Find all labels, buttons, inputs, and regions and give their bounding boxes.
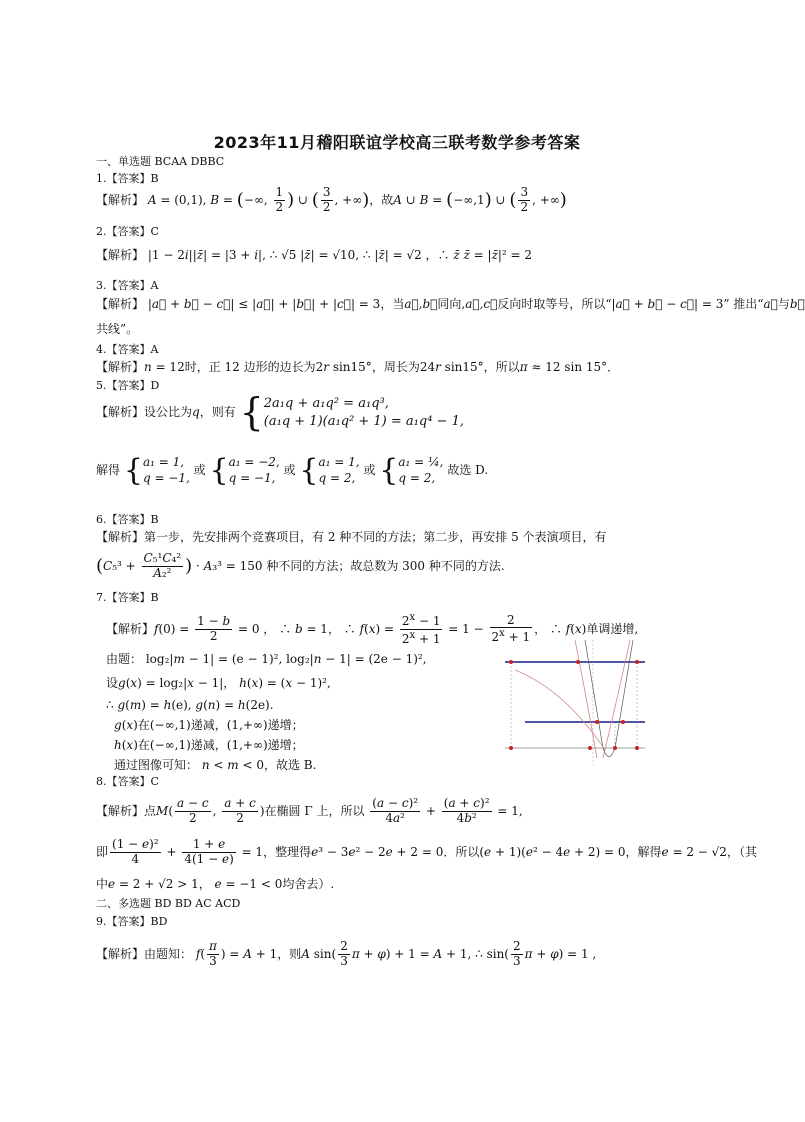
q5-solution: 【解析】设公比为q，则有 {2a₁q + a₁q² = a₁q³, (a₁q + 1)(a₁q² + 1) = a₁q⁴ − 1, bbox=[96, 390, 464, 435]
graph-point bbox=[621, 720, 625, 724]
graph-point bbox=[588, 746, 592, 750]
q7-solution-line4: ∴ g(m) = h(e), g(n) = h(2e). bbox=[106, 698, 274, 712]
graph-point bbox=[635, 660, 639, 664]
section1-header: 一、单选题 BCAA DBBC bbox=[96, 155, 225, 168]
section2-header: 二、多选题 BD BD AC ACD bbox=[96, 897, 241, 910]
q6-solution-line2: (C₅³ + $\frac{\text{C₅¹C₄²}}{\text{A₂²}}$ ) · A₃³ = 150 种不同的方法；故总数为 300 种不同的方法. bbox=[96, 551, 505, 580]
q7-solution-line3: 设g(x) = log₂|x − 1|， h(x) = (x − 1)², bbox=[106, 676, 331, 690]
q7-solution-line7: 通过图像可知： n < m < 0，故选 B. bbox=[114, 758, 317, 772]
q8-solution-line3: 中e = 2 + √2 > 1， e = −1 < 0均舍去）. bbox=[96, 877, 335, 891]
graph-curve-g-left bbox=[575, 640, 597, 758]
q5-solutions: 解得 {a₁ = 1, q = −1, 或 {a₁ = −2, q = −1, 或 {a₁ = 1, q = 2, 或 {a₁ = ¼, q = 2, 故选 D. bbox=[96, 453, 489, 489]
q8-solution-line2: 即 $\frac{\text{(1 − e)²}}{4}$ + $\frac{1 + e}{4(1 - e)}$ = 1，整理得e³ − 3e² − 2e + 2 = 0．所以(e + 1)(e² − 4e + 2) = 0，解得e = 2 − √2，（其 bbox=[96, 837, 757, 866]
q2-answer: 2.【答案】C bbox=[96, 225, 159, 238]
graph-curve-extra bbox=[515, 670, 605, 750]
q7-solution-line1: 【解析】f(0) = $\frac{1 - b}{2}$ = 0 ， ∴ b = 1， ∴ f(x) = $\frac{2^x - 1}{2^x + 1}$ = 1 − $\frac{2}{2^x + 1}$ ， ∴ f(x)单调递增, bbox=[106, 612, 639, 646]
graph-point bbox=[635, 746, 639, 750]
q7-answer: 7.【答案】B bbox=[96, 591, 159, 604]
q3-solution: 【解析】 |a⃗ + b⃗ − c⃗| ≤ |a⃗| + |b⃗| + |c⃗| = 3，当a⃗,b⃗同向,a⃗,c⃗反向时取等号，所以“|a⃗ + b⃗ − c⃗| = 3” 推出“a⃗与b⃗ bbox=[96, 297, 805, 311]
function-graph-figure bbox=[505, 640, 645, 765]
graph-point bbox=[509, 746, 513, 750]
q1-answer: 1.【答案】B bbox=[96, 172, 159, 185]
q3-solution-line2: 共线”。 bbox=[96, 322, 139, 336]
q2-solution: 【解析】 |1 − 2i||z̄| = |3 + i|, ∴ √5 |z̄| = √10, ∴ |z̄| = √2 ，∴ z̄ z̄ = |z̄|² = 2 bbox=[96, 248, 533, 262]
page-title: 2023年11月稽阳联谊学校高三联考数学参考答案 bbox=[213, 133, 581, 152]
q8-answer: 8.【答案】C bbox=[96, 775, 159, 788]
q7-solution-line2: 由题： log₂|m − 1| = (e − 1)², log₂|n − 1| = (2e − 1)², bbox=[106, 652, 427, 666]
q3-answer: 3.【答案】A bbox=[96, 279, 159, 292]
graph-point bbox=[509, 660, 513, 664]
q6-solution-line1: 【解析】第一步，先安排两个竞赛项目，有 2 种不同的方法；第二步，再安排 5 个表演项目，有 bbox=[96, 530, 607, 544]
q4-answer: 4.【答案】A bbox=[96, 343, 159, 356]
graph-point bbox=[595, 720, 599, 724]
graph-point bbox=[576, 660, 580, 664]
q4-solution: 【解析】n = 12时，正 12 边形的边长为2r sin15°，周长为24r sin15°，所以π ≈ 12 sin 15°． bbox=[96, 360, 620, 374]
q9-solution: 【解析】由题知： f( $\frac{\pi}{3}$ ) = A + 1，则A sin( $\frac{2}{3}$ π + φ) + 1 = A + 1, ∴ sin( $\frac{2}{3}$ π + φ) = 1 , bbox=[96, 939, 597, 968]
q7-solution-line5: g(x)在(−∞,1)递减，(1,+∞)递增； bbox=[114, 718, 304, 732]
q6-answer: 6.【答案】B bbox=[96, 513, 159, 526]
q1-solution: 【解析】 A = (0,1), B = (−∞, $\frac{1}{2}$ ) ∪ ( $\frac{3}{2}$ , +∞)，故A ∪ B = (−∞,1) ∪ ( $\frac{3}{2}$ , +∞) bbox=[96, 185, 567, 214]
graph-point bbox=[613, 746, 617, 750]
q5-answer: 5.【答案】D bbox=[96, 379, 160, 392]
q7-solution-line6: h(x)在(−∞,1)递减，(1,+∞)递增； bbox=[114, 738, 304, 752]
q9-answer: 9.【答案】BD bbox=[96, 915, 168, 928]
q8-solution-line1: 【解析】点M( $\frac{a - c}{2}$ , $\frac{a + c}{2}$ )在椭圆 Γ 上，所以 $\frac{\text{(a − c)²}}{\text{4a²}}$ + $\frac{\text{(a + c)²}}{\text{4b²}}$ = 1, bbox=[96, 796, 523, 825]
